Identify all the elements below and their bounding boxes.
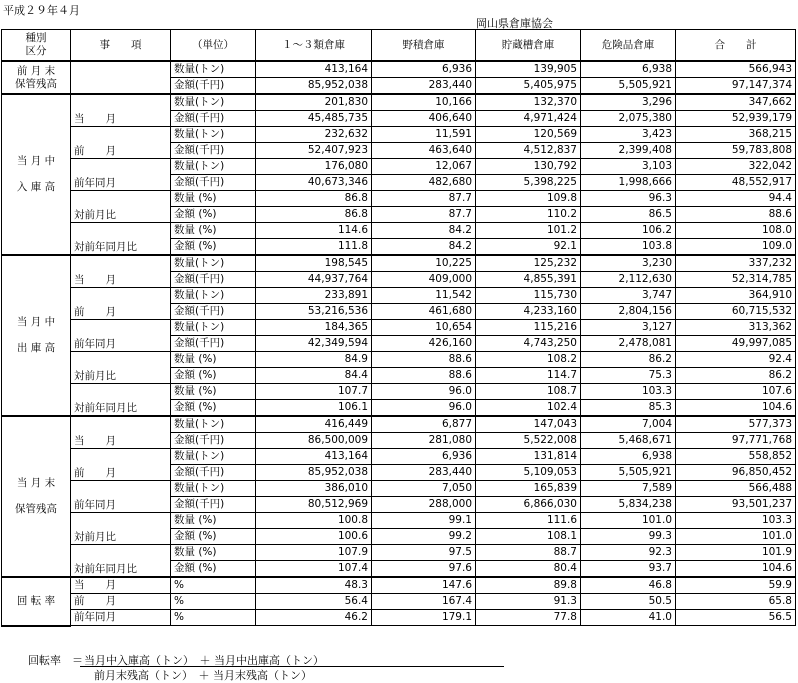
value-open-storage: 88.6	[372, 352, 476, 368]
unit-cell: 金額 (%)	[171, 368, 256, 384]
value-hazmat: 3,423	[581, 127, 676, 143]
value-hazmat: 6,938	[581, 61, 676, 78]
unit-cell: 金額(千円)	[171, 304, 256, 320]
value-total: 97,771,768	[676, 433, 796, 449]
value-class-1-3: 85,952,038	[256, 78, 372, 95]
unit-cell: 数量(トン)	[171, 320, 256, 336]
value-open-storage: 461,680	[372, 304, 476, 320]
warehouse-statistics-table	[1, 29, 796, 627]
value-silo: 139,905	[476, 61, 581, 78]
value-open-storage: 88.6	[372, 368, 476, 384]
value-total: 86.2	[676, 368, 796, 384]
table-row	[2, 352, 796, 368]
value-class-1-3: 176,080	[256, 159, 372, 175]
value-class-1-3: 80,512,969	[256, 497, 372, 513]
header-class: 種別 区分	[2, 30, 71, 62]
value-hazmat: 86.2	[581, 352, 676, 368]
value-class-1-3: 114.6	[256, 223, 372, 239]
table-row	[2, 594, 796, 610]
table-row	[2, 610, 796, 626]
value-open-storage: 11,542	[372, 288, 476, 304]
value-open-storage: 409,000	[372, 272, 476, 288]
value-total: 59.9	[676, 577, 796, 594]
item-label: 当 月	[71, 94, 171, 127]
value-silo: 108.1	[476, 529, 581, 545]
value-class-1-3: 100.6	[256, 529, 372, 545]
value-open-storage: 87.7	[372, 191, 476, 207]
value-hazmat: 3,103	[581, 159, 676, 175]
value-total: 347,662	[676, 94, 796, 111]
value-open-storage: 10,225	[372, 255, 476, 272]
value-class-1-3: 84.9	[256, 352, 372, 368]
formula-numerator: 当月中入庫高（トン） ＋ 当月中出庫高（トン）	[84, 654, 324, 667]
value-open-storage: 96.0	[372, 400, 476, 417]
unit-cell: 数量(トン)	[171, 255, 256, 272]
value-total: 101.9	[676, 545, 796, 561]
value-silo: 110.2	[476, 207, 581, 223]
value-total: 96,850,452	[676, 465, 796, 481]
value-class-1-3: 42,349,594	[256, 336, 372, 352]
unit-cell: %	[171, 577, 256, 594]
unit-cell: 金額 (%)	[171, 207, 256, 223]
value-open-storage: 179.1	[372, 610, 476, 626]
header-silo-warehouse: 貯蔵槽倉庫	[476, 30, 581, 62]
value-open-storage: 99.2	[372, 529, 476, 545]
table-row	[2, 255, 796, 272]
value-class-1-3: 48.3	[256, 577, 372, 594]
unit-cell: %	[171, 610, 256, 626]
value-silo: 101.2	[476, 223, 581, 239]
header-total: 合 計	[676, 30, 796, 62]
item-label: 当 月	[71, 416, 171, 449]
value-silo: 130,792	[476, 159, 581, 175]
table-row	[2, 513, 796, 529]
unit-cell: 金額(千円)	[171, 78, 256, 95]
header-row	[2, 30, 796, 62]
value-silo: 132,370	[476, 94, 581, 111]
value-hazmat: 5,505,921	[581, 78, 676, 95]
value-open-storage: 426,160	[372, 336, 476, 352]
unit-cell: 金額(千円)	[171, 433, 256, 449]
unit-cell: 数量(トン)	[171, 449, 256, 465]
unit-cell: 数量 (%)	[171, 223, 256, 239]
item-label: 当 月	[71, 255, 171, 288]
value-class-1-3: 52,407,923	[256, 143, 372, 159]
value-total: 566,488	[676, 481, 796, 497]
value-total: 566,943	[676, 61, 796, 78]
value-silo: 80.4	[476, 561, 581, 578]
value-silo: 115,730	[476, 288, 581, 304]
item-label: 対前年同月比	[71, 223, 171, 256]
unit-cell: 数量(トン)	[171, 127, 256, 143]
unit-cell: 数量(トン)	[171, 61, 256, 78]
value-class-1-3: 106.1	[256, 400, 372, 417]
value-hazmat: 5,468,671	[581, 433, 676, 449]
value-hazmat: 3,127	[581, 320, 676, 336]
value-hazmat: 101.0	[581, 513, 676, 529]
table-row	[2, 94, 796, 111]
value-class-1-3: 198,545	[256, 255, 372, 272]
value-total: 93,501,237	[676, 497, 796, 513]
value-open-storage: 12,067	[372, 159, 476, 175]
value-hazmat: 2,804,156	[581, 304, 676, 320]
value-class-1-3: 84.4	[256, 368, 372, 384]
value-open-storage: 11,591	[372, 127, 476, 143]
table-row	[2, 159, 796, 175]
value-hazmat: 3,230	[581, 255, 676, 272]
value-open-storage: 7,050	[372, 481, 476, 497]
value-total: 109.0	[676, 239, 796, 256]
value-open-storage: 463,640	[372, 143, 476, 159]
value-silo: 109.8	[476, 191, 581, 207]
value-class-1-3: 386,010	[256, 481, 372, 497]
value-total: 337,232	[676, 255, 796, 272]
unit-cell: 金額(千円)	[171, 272, 256, 288]
value-silo: 4,971,424	[476, 111, 581, 127]
value-total: 322,042	[676, 159, 796, 175]
value-open-storage: 6,936	[372, 61, 476, 78]
value-class-1-3: 85,952,038	[256, 465, 372, 481]
value-open-storage: 99.1	[372, 513, 476, 529]
value-silo: 102.4	[476, 400, 581, 417]
value-silo: 147,043	[476, 416, 581, 433]
value-hazmat: 86.5	[581, 207, 676, 223]
value-total: 92.4	[676, 352, 796, 368]
table-row	[2, 223, 796, 239]
unit-cell: 数量 (%)	[171, 384, 256, 400]
value-total: 48,552,917	[676, 175, 796, 191]
unit-cell: 金額(千円)	[171, 497, 256, 513]
value-open-storage: 6,936	[372, 449, 476, 465]
value-open-storage: 283,440	[372, 465, 476, 481]
header-open-storage: 野積倉庫	[372, 30, 476, 62]
value-silo: 5,405,975	[476, 78, 581, 95]
header-item: 事 項	[71, 30, 171, 62]
value-class-1-3: 44,937,764	[256, 272, 372, 288]
value-open-storage: 167.4	[372, 594, 476, 610]
table-row	[2, 545, 796, 561]
value-class-1-3: 53,216,536	[256, 304, 372, 320]
value-total: 101.0	[676, 529, 796, 545]
value-class-1-3: 413,164	[256, 61, 372, 78]
table-row	[2, 416, 796, 433]
value-open-storage: 283,440	[372, 78, 476, 95]
value-hazmat: 103.8	[581, 239, 676, 256]
value-silo: 92.1	[476, 239, 581, 256]
value-hazmat: 106.2	[581, 223, 676, 239]
unit-cell: 金額 (%)	[171, 529, 256, 545]
value-hazmat: 41.0	[581, 610, 676, 626]
value-open-storage: 281,080	[372, 433, 476, 449]
value-open-storage: 288,000	[372, 497, 476, 513]
value-hazmat: 75.3	[581, 368, 676, 384]
value-total: 558,852	[676, 449, 796, 465]
value-total: 108.0	[676, 223, 796, 239]
value-total: 368,215	[676, 127, 796, 143]
unit-cell: 数量(トン)	[171, 288, 256, 304]
value-total: 52,939,179	[676, 111, 796, 127]
item-label: 対前月比	[71, 191, 171, 223]
value-class-1-3: 86.8	[256, 191, 372, 207]
value-class-1-3: 107.9	[256, 545, 372, 561]
value-silo: 115,216	[476, 320, 581, 336]
table-row	[2, 384, 796, 400]
value-hazmat: 5,505,921	[581, 465, 676, 481]
item-label: 前年同月	[71, 481, 171, 513]
value-total: 107.6	[676, 384, 796, 400]
value-hazmat: 2,075,380	[581, 111, 676, 127]
unit-cell: 金額(千円)	[171, 336, 256, 352]
unit-cell: 数量(トン)	[171, 94, 256, 111]
value-silo: 114.7	[476, 368, 581, 384]
item-label: 対前年同月比	[71, 384, 171, 417]
value-total: 103.3	[676, 513, 796, 529]
value-open-storage: 84.2	[372, 223, 476, 239]
table-row	[2, 61, 796, 78]
value-total: 97,147,374	[676, 78, 796, 95]
value-silo: 125,232	[476, 255, 581, 272]
organization-name: 岡山県倉庫協会	[476, 17, 553, 30]
table-row	[2, 127, 796, 143]
item-label: 前年同月	[71, 610, 171, 626]
value-class-1-3: 56.4	[256, 594, 372, 610]
value-open-storage: 84.2	[372, 239, 476, 256]
value-class-1-3: 232,632	[256, 127, 372, 143]
value-class-1-3: 184,365	[256, 320, 372, 336]
value-silo: 5,522,008	[476, 433, 581, 449]
item-label: 前 月	[71, 127, 171, 159]
unit-cell: 金額(千円)	[171, 143, 256, 159]
unit-cell: 金額 (%)	[171, 561, 256, 578]
formula-lhs: 回転率 ＝	[28, 654, 83, 667]
table-row	[2, 481, 796, 497]
value-class-1-3: 86,500,009	[256, 433, 372, 449]
value-silo: 6,866,030	[476, 497, 581, 513]
value-open-storage: 147.6	[372, 577, 476, 594]
value-hazmat: 7,004	[581, 416, 676, 433]
unit-cell: 金額(千円)	[171, 465, 256, 481]
section-label: 当 月 末 保管残高	[2, 416, 71, 577]
value-hazmat: 93.7	[581, 561, 676, 578]
value-open-storage: 96.0	[372, 384, 476, 400]
value-hazmat: 2,478,081	[581, 336, 676, 352]
unit-cell: %	[171, 594, 256, 610]
table-row	[2, 191, 796, 207]
section-label: 当 月 中 出 庫 高	[2, 255, 71, 416]
value-class-1-3: 46.2	[256, 610, 372, 626]
value-class-1-3: 413,164	[256, 449, 372, 465]
value-hazmat: 2,399,408	[581, 143, 676, 159]
unit-cell: 金額(千円)	[171, 175, 256, 191]
value-hazmat: 6,938	[581, 449, 676, 465]
value-open-storage: 482,680	[372, 175, 476, 191]
section-label: 回 転 率	[2, 577, 71, 626]
unit-cell: 数量 (%)	[171, 513, 256, 529]
value-open-storage: 97.6	[372, 561, 476, 578]
value-open-storage: 10,654	[372, 320, 476, 336]
unit-cell: 金額 (%)	[171, 400, 256, 417]
item-label: 前 月	[71, 594, 171, 610]
value-silo: 4,512,837	[476, 143, 581, 159]
item-label: 前年同月	[71, 320, 171, 352]
value-total: 56.5	[676, 610, 796, 626]
item-label: 対前月比	[71, 352, 171, 384]
value-class-1-3: 233,891	[256, 288, 372, 304]
value-silo: 91.3	[476, 594, 581, 610]
table-row	[2, 449, 796, 465]
value-silo: 131,814	[476, 449, 581, 465]
item-label: 対前年同月比	[71, 545, 171, 578]
value-total: 60,715,532	[676, 304, 796, 320]
value-hazmat: 3,747	[581, 288, 676, 304]
header-hazmat-warehouse: 危険品倉庫	[581, 30, 676, 62]
item-label	[71, 61, 171, 94]
value-class-1-3: 111.8	[256, 239, 372, 256]
section-label: 当 月 中 入 庫 高	[2, 94, 71, 255]
item-label: 前 月	[71, 288, 171, 320]
value-total: 49,997,085	[676, 336, 796, 352]
value-hazmat: 99.3	[581, 529, 676, 545]
value-class-1-3: 100.8	[256, 513, 372, 529]
formula-denominator: 前月末残高（トン） ＋ 当月末残高（トン）	[94, 669, 312, 682]
value-total: 59,783,808	[676, 143, 796, 159]
value-total: 88.6	[676, 207, 796, 223]
section-label: 前 月 末 保管残高	[2, 61, 71, 94]
value-total: 94.4	[676, 191, 796, 207]
value-silo: 89.8	[476, 577, 581, 594]
value-hazmat: 46.8	[581, 577, 676, 594]
value-class-1-3: 107.7	[256, 384, 372, 400]
item-label: 前年同月	[71, 159, 171, 191]
value-class-1-3: 40,673,346	[256, 175, 372, 191]
value-hazmat: 50.5	[581, 594, 676, 610]
value-hazmat: 7,589	[581, 481, 676, 497]
value-class-1-3: 45,485,735	[256, 111, 372, 127]
value-silo: 77.8	[476, 610, 581, 626]
value-hazmat: 3,296	[581, 94, 676, 111]
value-silo: 4,743,250	[476, 336, 581, 352]
value-silo: 88.7	[476, 545, 581, 561]
value-silo: 108.7	[476, 384, 581, 400]
value-hazmat: 85.3	[581, 400, 676, 417]
value-silo: 5,109,053	[476, 465, 581, 481]
value-open-storage: 87.7	[372, 207, 476, 223]
value-total: 104.6	[676, 400, 796, 417]
unit-cell: 金額 (%)	[171, 239, 256, 256]
value-total: 364,910	[676, 288, 796, 304]
value-hazmat: 103.3	[581, 384, 676, 400]
value-total: 52,314,785	[676, 272, 796, 288]
table-row	[2, 320, 796, 336]
value-silo: 120,569	[476, 127, 581, 143]
value-class-1-3: 107.4	[256, 561, 372, 578]
report-date: 平成２９年４月	[3, 4, 80, 17]
value-open-storage: 97.5	[372, 545, 476, 561]
value-silo: 4,855,391	[476, 272, 581, 288]
table-row	[2, 577, 796, 594]
unit-cell: 数量 (%)	[171, 352, 256, 368]
value-class-1-3: 86.8	[256, 207, 372, 223]
value-hazmat: 2,112,630	[581, 272, 676, 288]
table-row	[2, 288, 796, 304]
header-unit: （単位）	[171, 30, 256, 62]
value-silo: 5,398,225	[476, 175, 581, 191]
value-class-1-3: 416,449	[256, 416, 372, 433]
value-hazmat: 1,998,666	[581, 175, 676, 191]
value-class-1-3: 201,830	[256, 94, 372, 111]
header-class-1-3-warehouse: １～３類倉庫	[256, 30, 372, 62]
value-silo: 165,839	[476, 481, 581, 497]
unit-cell: 数量 (%)	[171, 191, 256, 207]
value-hazmat: 5,834,238	[581, 497, 676, 513]
unit-cell: 金額(千円)	[171, 111, 256, 127]
value-silo: 4,233,160	[476, 304, 581, 320]
value-total: 313,362	[676, 320, 796, 336]
value-total: 104.6	[676, 561, 796, 578]
unit-cell: 数量(トン)	[171, 481, 256, 497]
item-label: 対前月比	[71, 513, 171, 545]
value-total: 577,373	[676, 416, 796, 433]
value-silo: 108.2	[476, 352, 581, 368]
item-label: 当 月	[71, 577, 171, 594]
value-hazmat: 92.3	[581, 545, 676, 561]
value-total: 65.8	[676, 594, 796, 610]
item-label: 前 月	[71, 449, 171, 481]
unit-cell: 数量 (%)	[171, 545, 256, 561]
value-hazmat: 96.3	[581, 191, 676, 207]
value-open-storage: 10,166	[372, 94, 476, 111]
value-open-storage: 406,640	[372, 111, 476, 127]
value-open-storage: 6,877	[372, 416, 476, 433]
value-silo: 111.6	[476, 513, 581, 529]
unit-cell: 数量(トン)	[171, 159, 256, 175]
unit-cell: 数量(トン)	[171, 416, 256, 433]
